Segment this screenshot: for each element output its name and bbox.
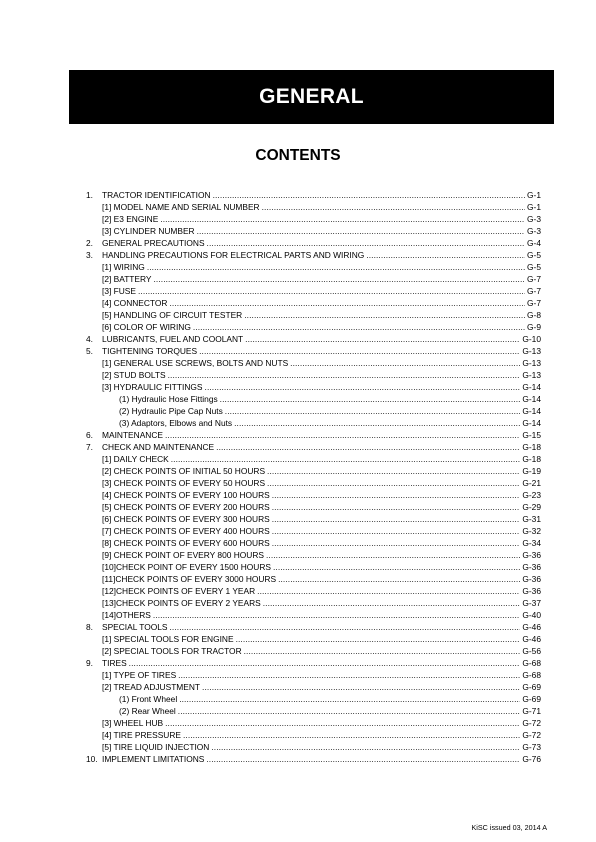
toc-entry-number: 1. (86, 190, 93, 200)
toc-entry[interactable] (86, 681, 541, 693)
dot-leader (160, 213, 525, 225)
dot-leader (202, 681, 520, 693)
toc-entry-label: (2) Rear Wheel (119, 706, 176, 716)
toc-entry[interactable] (86, 405, 541, 417)
dot-leader (129, 657, 521, 669)
toc-entry-label: [3] CYLINDER NUMBER (102, 226, 195, 236)
toc-entry-page: G-46 (522, 634, 541, 644)
toc-entry-line (119, 693, 541, 705)
toc-entry[interactable] (86, 741, 541, 753)
toc-entry-number: 10. (86, 754, 98, 764)
toc-entry-line (102, 381, 541, 393)
contents-heading: CONTENTS (255, 147, 341, 164)
toc-entry[interactable] (86, 537, 541, 549)
toc-entry-line (102, 657, 541, 669)
toc-entry[interactable] (86, 489, 541, 501)
toc-entry[interactable] (86, 261, 541, 273)
toc-entry-page: G-7 (527, 298, 541, 308)
dot-leader (290, 357, 520, 369)
toc-entry-label: [1] WIRING (102, 262, 145, 272)
toc-entry[interactable] (86, 381, 541, 393)
toc-entry[interactable] (86, 213, 541, 225)
toc-entry-label: [8] CHECK POINTS OF EVERY 600 HOURS (102, 538, 270, 548)
toc-entry-line (102, 729, 541, 741)
dot-leader (165, 717, 520, 729)
toc-entry-label: CHECK AND MAINTENANCE (102, 442, 215, 452)
dot-leader (197, 225, 525, 237)
toc-entry-line (102, 225, 541, 237)
toc-entry[interactable] (86, 357, 541, 369)
toc-entry-label: [3] CHECK POINTS OF EVERY 50 HOURS (102, 478, 266, 488)
toc-entry-line (102, 249, 541, 261)
toc-entry-page: G-36 (522, 562, 541, 572)
dot-leader (178, 705, 521, 717)
toc-entry-page: G-36 (522, 586, 541, 596)
toc-entry-line (102, 741, 541, 753)
toc-entry-label: [6] COLOR OF WIRING (102, 322, 191, 332)
toc-entry-label: [10]CHECK POINT OF EVERY 1500 HOURS (102, 562, 271, 572)
toc-entry-page: G-14 (522, 406, 541, 416)
toc-entry-line (102, 513, 541, 525)
dot-leader (211, 741, 520, 753)
dot-leader (178, 669, 520, 681)
toc-entry-page: G-8 (527, 310, 541, 320)
dot-leader (183, 729, 520, 741)
toc-entry[interactable] (86, 621, 541, 633)
toc-entry-line (102, 453, 541, 465)
dot-leader (272, 537, 521, 549)
dot-leader (154, 273, 526, 285)
toc-entry[interactable] (86, 285, 541, 297)
dot-leader (266, 549, 520, 561)
toc-entry-line (102, 333, 541, 345)
toc-entry-number: 8. (86, 622, 93, 632)
toc-entry-page: G-13 (522, 370, 541, 380)
toc-entry-page: G-56 (522, 646, 541, 656)
dot-leader (244, 309, 525, 321)
dot-leader (366, 249, 525, 261)
toc-entry-line (102, 621, 541, 633)
toc-entry-label: IMPLEMENT LIMITATIONS (102, 754, 205, 764)
toc-entry-label: MAINTENANCE (102, 430, 163, 440)
toc-entry-label: [2] BATTERY (102, 274, 152, 284)
dot-leader (205, 381, 521, 393)
toc-entry-page: G-46 (522, 622, 541, 632)
toc-entry-page: G-5 (527, 250, 541, 260)
dot-leader (199, 345, 520, 357)
toc-entry-number: 4. (86, 334, 93, 344)
toc-entry-page: G-5 (527, 262, 541, 272)
toc-entry-line (102, 261, 541, 273)
toc-entry-number: 5. (86, 346, 93, 356)
toc-entry-line (102, 297, 541, 309)
toc-entry[interactable] (86, 525, 541, 537)
toc-entry[interactable] (86, 417, 541, 429)
toc-entry[interactable] (86, 297, 541, 309)
toc-entry[interactable] (86, 369, 541, 381)
toc-entry-line (102, 609, 541, 621)
toc-entry-page: G-19 (522, 466, 541, 476)
toc-entry-page: G-14 (522, 382, 541, 392)
toc-entry-line (102, 189, 541, 201)
dot-leader (245, 333, 520, 345)
toc-entry[interactable] (86, 501, 541, 513)
toc-entry-line (102, 201, 541, 213)
toc-entry[interactable] (86, 237, 541, 249)
toc-entry-page: G-72 (522, 718, 541, 728)
toc-entry-page: G-69 (522, 682, 541, 692)
toc-entry[interactable] (86, 597, 541, 609)
dot-leader (220, 393, 521, 405)
toc-entry-page: G-37 (522, 598, 541, 608)
toc-entry[interactable] (86, 249, 541, 261)
toc-entry[interactable] (86, 561, 541, 573)
toc-entry-label: [2] E3 ENGINE (102, 214, 159, 224)
dot-leader (267, 477, 520, 489)
toc-entry-line (102, 525, 541, 537)
dot-leader (278, 573, 520, 585)
toc-entry-line (102, 429, 541, 441)
toc-entry-line (102, 537, 541, 549)
toc-entry-line (102, 645, 541, 657)
toc-entry-page: G-21 (522, 478, 541, 488)
toc-entry-page: G-71 (522, 706, 541, 716)
toc-entry-page: G-36 (522, 550, 541, 560)
toc-entry-page: G-4 (527, 238, 541, 248)
toc-entry-page: G-14 (522, 418, 541, 428)
dot-leader (153, 609, 521, 621)
toc-entry-line (102, 633, 541, 645)
toc-entry-number: 6. (86, 430, 93, 440)
toc-entry-label: [3] FUSE (102, 286, 136, 296)
toc-entry-label: [2] TREAD ADJUSTMENT (102, 682, 201, 692)
toc-entry-page: G-69 (522, 694, 541, 704)
toc-entry-page: G-32 (522, 526, 541, 536)
toc-entry-page: G-10 (522, 334, 541, 344)
toc-entry-label: [1] SPECIAL TOOLS FOR ENGINE (102, 634, 234, 644)
toc-entry-label: [1] GENERAL USE SCREWS, BOLTS AND NUTS (102, 358, 289, 368)
toc-entry-page: G-36 (522, 574, 541, 584)
toc-entry-page: G-73 (522, 742, 541, 752)
toc-entry-line (102, 585, 541, 597)
dot-leader (171, 453, 521, 465)
toc-entry-line (102, 309, 541, 321)
toc-entry-line (102, 237, 541, 249)
toc-entry-label: TIRES (102, 658, 127, 668)
dot-leader (206, 753, 520, 765)
dot-leader (216, 441, 520, 453)
toc-entry-line (102, 753, 541, 765)
toc-entry-number: 2. (86, 238, 93, 248)
dot-leader (267, 465, 520, 477)
toc-entry[interactable] (86, 321, 541, 333)
toc-entry-page: G-13 (522, 346, 541, 356)
toc-entry-page: G-18 (522, 442, 541, 452)
toc-entry-label: [5] TIRE LIQUID INJECTION (102, 742, 210, 752)
toc-entry-page: G-7 (527, 286, 541, 296)
dot-leader (179, 693, 520, 705)
toc-entry[interactable] (86, 669, 541, 681)
toc-entry-label: SPECIAL TOOLS (102, 622, 168, 632)
toc-entry-label: [1] MODEL NAME AND SERIAL NUMBER (102, 202, 260, 212)
toc-entry-page: G-14 (522, 394, 541, 404)
toc-entry-line (102, 489, 541, 501)
toc-entry-label: [3] WHEEL HUB (102, 718, 164, 728)
toc-entry-page: G-13 (522, 358, 541, 368)
toc-entry[interactable] (86, 273, 541, 285)
dot-leader (262, 201, 525, 213)
dot-leader (225, 405, 521, 417)
toc-entry[interactable] (86, 513, 541, 525)
toc-entry-page: G-9 (527, 322, 541, 332)
toc-entry-label: (1) Front Wheel (119, 694, 178, 704)
toc-entry-line (102, 681, 541, 693)
toc-entry[interactable] (86, 633, 541, 645)
toc-entry-page: G-18 (522, 454, 541, 464)
toc-entry-label: (1) Hydraulic Hose Fittings (119, 394, 218, 404)
toc-entry-label: [2] CHECK POINTS OF INITIAL 50 HOURS (102, 466, 266, 476)
toc-entry[interactable] (86, 465, 541, 477)
toc-entry-line (102, 501, 541, 513)
dot-leader (273, 561, 520, 573)
toc-entry-line (119, 417, 541, 429)
toc-entry-label: [3] HYDRAULIC FITTINGS (102, 382, 203, 392)
toc-entry-line (102, 477, 541, 489)
toc-entry-line (102, 285, 541, 297)
table-of-contents (86, 189, 541, 765)
toc-entry-line (102, 345, 541, 357)
toc-entry-label: TIGHTENING TORQUES (102, 346, 198, 356)
toc-entry-line (102, 549, 541, 561)
dot-leader (138, 285, 525, 297)
toc-entry-line (102, 669, 541, 681)
toc-entry-label: [4] CONNECTOR (102, 298, 168, 308)
dot-leader (263, 597, 521, 609)
toc-entry-page: G-31 (522, 514, 541, 524)
toc-entry-label: (2) Hydraulic Pipe Cap Nuts (119, 406, 223, 416)
toc-entry-label: HANDLING PRECAUTIONS FOR ELECTRICAL PARTS AND WIRING (102, 250, 365, 260)
toc-entry[interactable] (86, 705, 541, 717)
toc-entry-line (102, 441, 541, 453)
toc-entry[interactable] (86, 585, 541, 597)
toc-entry-line (119, 705, 541, 717)
toc-entry-page: G-68 (522, 670, 541, 680)
toc-entry[interactable] (86, 693, 541, 705)
toc-entry-number: 3. (86, 250, 93, 260)
section-title: GENERAL (259, 85, 364, 108)
toc-entry-page: G-76 (522, 754, 541, 764)
toc-entry-label: [1] DAILY CHECK (102, 454, 169, 464)
toc-entry-page: G-7 (527, 274, 541, 284)
toc-entry-label: (3) Adaptors, Elbows and Nuts (119, 418, 233, 428)
dot-leader (272, 489, 521, 501)
toc-entry[interactable] (86, 393, 541, 405)
toc-entry-label: [6] CHECK POINTS OF EVERY 300 HOURS (102, 514, 270, 524)
toc-entry-page: G-3 (527, 214, 541, 224)
dot-leader (169, 621, 520, 633)
dot-leader (213, 189, 525, 201)
toc-entry-label: [4] CHECK POINTS OF EVERY 100 HOURS (102, 490, 270, 500)
toc-entry-label: GENERAL PRECAUTIONS (102, 238, 205, 248)
toc-entry-label: [14]OTHERS (102, 610, 151, 620)
dot-leader (272, 513, 521, 525)
toc-entry-label: [1] TYPE OF TIRES (102, 670, 177, 680)
dot-leader (147, 261, 525, 273)
toc-entry-line (102, 321, 541, 333)
toc-entry-label: LUBRICANTS, FUEL AND COOLANT (102, 334, 244, 344)
dot-leader (244, 645, 521, 657)
dot-leader (207, 237, 525, 249)
dot-leader (272, 501, 521, 513)
toc-entry-line (102, 561, 541, 573)
dot-leader (193, 321, 525, 333)
toc-entry-line (102, 573, 541, 585)
toc-entry-number: 9. (86, 658, 93, 668)
toc-entry[interactable] (86, 441, 541, 453)
toc-entry-page: G-68 (522, 658, 541, 668)
toc-entry-page: G-34 (522, 538, 541, 548)
toc-entry-page: G-23 (522, 490, 541, 500)
dot-leader (236, 633, 521, 645)
toc-entry[interactable] (86, 549, 541, 561)
footer-issue-note: KiSC issued 03, 2014 A (471, 823, 547, 832)
toc-entry-label: [5] HANDLING OF CIRCUIT TESTER (102, 310, 243, 320)
toc-entry-label: [12]CHECK POINTS OF EVERY 1 YEAR (102, 586, 256, 596)
toc-entry[interactable] (86, 645, 541, 657)
dot-leader (234, 417, 520, 429)
toc-entry[interactable] (86, 753, 541, 765)
toc-entry[interactable] (86, 609, 541, 621)
toc-entry[interactable] (86, 657, 541, 669)
toc-entry-line (119, 405, 541, 417)
toc-entry-label: [11]CHECK POINTS OF EVERY 3000 HOURS (102, 574, 277, 584)
toc-entry-label: [9] CHECK POINT OF EVERY 800 HOURS (102, 550, 264, 560)
toc-entry-line (102, 465, 541, 477)
toc-entry[interactable] (86, 717, 541, 729)
toc-entry-line (119, 393, 541, 405)
toc-entry-page: G-29 (522, 502, 541, 512)
toc-entry-line (102, 597, 541, 609)
toc-entry-page: G-40 (522, 610, 541, 620)
toc-entry-line (102, 273, 541, 285)
toc-entry-page: G-72 (522, 730, 541, 740)
dot-leader (165, 429, 520, 441)
toc-entry-line (102, 717, 541, 729)
toc-entry[interactable] (86, 201, 541, 213)
toc-entry-page: G-1 (527, 202, 541, 212)
dot-leader (169, 297, 525, 309)
section-banner (69, 70, 554, 124)
toc-entry-label: TRACTOR IDENTIFICATION (102, 190, 211, 200)
toc-entry-page: G-3 (527, 226, 541, 236)
toc-entry[interactable] (86, 453, 541, 465)
toc-entry-line (102, 357, 541, 369)
toc-entry-label: [2] SPECIAL TOOLS FOR TRACTOR (102, 646, 242, 656)
toc-entry-page: G-15 (522, 430, 541, 440)
toc-entry-label: [13]CHECK POINTS OF EVERY 2 YEARS (102, 598, 261, 608)
toc-entry[interactable] (86, 345, 541, 357)
toc-entry-label: [7] CHECK POINTS OF EVERY 400 HOURS (102, 526, 270, 536)
toc-entry-label: [2] STUD BOLTS (102, 370, 166, 380)
toc-entry[interactable] (86, 225, 541, 237)
toc-entry-line (102, 369, 541, 381)
toc-entry-line (102, 213, 541, 225)
dot-leader (272, 525, 521, 537)
dot-leader (168, 369, 521, 381)
toc-entry[interactable] (86, 477, 541, 489)
dot-leader (257, 585, 520, 597)
toc-entry[interactable] (86, 309, 541, 321)
toc-entry[interactable] (86, 333, 541, 345)
toc-entry-label: [4] TIRE PRESSURE (102, 730, 181, 740)
toc-entry-number: 7. (86, 442, 93, 452)
toc-entry[interactable] (86, 189, 541, 201)
toc-entry[interactable] (86, 429, 541, 441)
toc-entry-label: [5] CHECK POINTS OF EVERY 200 HOURS (102, 502, 270, 512)
toc-entry-page: G-1 (527, 190, 541, 200)
toc-entry[interactable] (86, 729, 541, 741)
toc-entry[interactable] (86, 573, 541, 585)
